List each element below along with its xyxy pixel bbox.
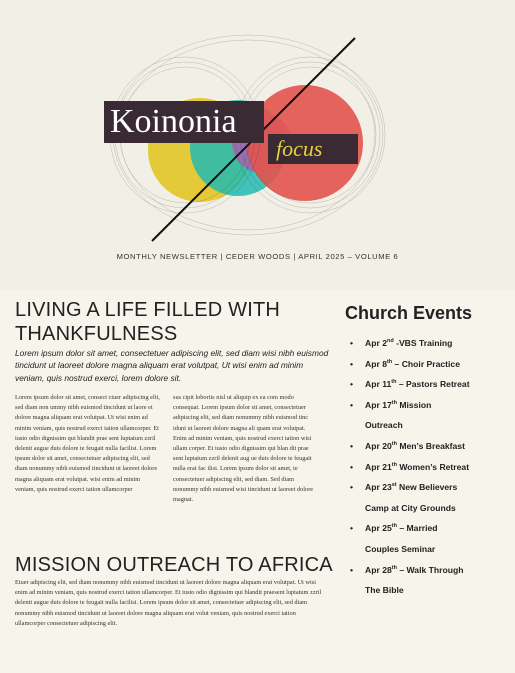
event-label: – Choir Practice bbox=[392, 358, 460, 369]
newsletter-meta: MONTHLY NEWSLETTER | CEDER WOODS | APRIL 2025 – VOLUME 6 bbox=[116, 252, 399, 261]
event-label: – Walk Through bbox=[396, 564, 464, 575]
masthead-title: Koinonia bbox=[104, 101, 264, 143]
event-item bbox=[350, 333, 510, 354]
bullet-icon: • bbox=[350, 379, 354, 390]
event-date-suffix: th bbox=[391, 379, 397, 386]
bullet-icon: • bbox=[350, 482, 354, 493]
bullet-icon: • bbox=[350, 564, 354, 575]
article1-heading bbox=[15, 298, 280, 346]
event-date: Apr 28 bbox=[365, 564, 392, 575]
bullet-icon: • bbox=[350, 461, 354, 472]
event-item bbox=[350, 415, 510, 436]
bullet-icon: • bbox=[350, 440, 354, 451]
event-date-suffix: th bbox=[391, 441, 397, 448]
event-item bbox=[350, 539, 510, 560]
article1-column-2: sus cipit lobortis nisl ut aliquip ex ea com modo consequat. Lorem ipsum dolor sit amet, consectetuer adipiscing elit, sed diam nonummy nibh euismod tinc idunt ut laoreet dolore magna ali quam erat volutpat. Enim ad minim veniam, quis nostrud exerci tation wisi ullam corper. Et iusto odio dignissim qui blan dit prae sent luptatum zzril delenit aug ue duis dolore te feugait nulla erat fac ilisi. Lorem ipsum dolor sit amet, te consectetuer adipiscing elit, sed diam. Sed diam nonummy nibh euismod wisi tincidunt ut laoreet dolore magnat. bbox=[173, 394, 314, 504]
event-item bbox=[350, 518, 510, 539]
article2-heading: MISSION OUTREACH TO AFRICA bbox=[15, 554, 333, 576]
article1-lead: Lorem ipsum dolor sit amet, consectetuer adipiscing elit, sed diam wisi nibh euismod tincidunt ut laoreet dolore magna aliquam erat volutpat, Ut wisi enim ad minim veniam, quis nostrud exerci, lorem dolore sit. bbox=[15, 348, 329, 383]
masthead bbox=[0, 0, 515, 290]
event-label: The Bible bbox=[365, 585, 404, 596]
bullet-icon: • bbox=[350, 399, 354, 410]
event-label: -VBS Training bbox=[393, 338, 453, 348]
event-date: Apr 21 bbox=[365, 461, 392, 472]
event-date: Apr 20 bbox=[365, 440, 392, 451]
event-label: Men’s Breakfast bbox=[396, 440, 465, 451]
event-item bbox=[350, 457, 510, 478]
masthead-subtitle: focus bbox=[268, 134, 358, 164]
event-date: Apr 23 bbox=[365, 482, 392, 493]
bullet-icon: • bbox=[350, 358, 354, 369]
masthead-graphic bbox=[0, 0, 515, 290]
event-date-suffix: th bbox=[391, 523, 397, 530]
event-date: Apr 11 bbox=[365, 379, 392, 390]
event-date-suffix: th bbox=[391, 564, 397, 571]
article1-heading-line1: LIVING A LIFE FILLED WITH bbox=[15, 299, 281, 321]
event-label: Women’s Retreat bbox=[396, 461, 470, 472]
event-label: Camp at City Grounds bbox=[365, 502, 456, 513]
event-item bbox=[350, 477, 510, 498]
event-label: – Married bbox=[396, 523, 438, 534]
event-date-suffix: th bbox=[386, 358, 393, 365]
event-date-suffix: th bbox=[391, 399, 397, 406]
event-item bbox=[350, 374, 510, 395]
event-date: Apr 8 bbox=[365, 358, 387, 369]
event-date-suffix: nd bbox=[386, 338, 394, 345]
event-label: New Believers bbox=[396, 482, 458, 493]
event-item bbox=[350, 580, 510, 601]
events-list bbox=[350, 333, 510, 601]
event-date: Apr 2 bbox=[365, 338, 387, 348]
event-date-suffix: th bbox=[391, 461, 397, 468]
event-item bbox=[350, 560, 510, 581]
event-item bbox=[350, 395, 510, 416]
sidebar-title: Church Events bbox=[345, 303, 473, 323]
event-date: Apr 25 bbox=[365, 523, 392, 534]
event-item bbox=[350, 498, 510, 519]
event-date: Apr 17 bbox=[365, 399, 392, 410]
event-label: Outreach bbox=[365, 420, 403, 431]
event-item bbox=[350, 354, 510, 375]
event-label: Couples Seminar bbox=[365, 543, 436, 554]
event-date-suffix: st bbox=[391, 482, 397, 489]
bullet-icon: • bbox=[350, 338, 354, 348]
event-label: – Pastors Retreat bbox=[396, 379, 470, 390]
article1-heading-line2: THANKFULNESS bbox=[15, 323, 178, 345]
article1-column-1: Lorem ipsum dolor sit amet, consect ctuer adipiscing elit, sed diam non ummy nibh euismod tincidunt ut laore et dolore magna aliquam erat volutpat. Ut wisi enim ad minim veniam, quis nostrud exerci tation ullamcorper. Et iusto odio dignissim qui blandit prae sent luptatum zzril delenit augue duis dolore te feugait nulla facilisi. Lorem ipsum dolor sit amet, consectetuer adipiscing elit, sed diam nonummy nibh euismod tincidunt ut laoreet dolore magna aliquam erat volutpat. wisi enim ad minim veniam, quis nostrud exerci tation ullamcorper bbox=[15, 394, 160, 493]
article2-body: Etuer adipiscing elit, sed diam nonummy nibh euismod tincidunt ut laoreet dolore magna aliquam erat volutpat. Ut wisi enim ad minim veniam, quis nostrud exerci tation ullamcorper. Et iusto odio dignissim qui blandit praesent luptatum zzril delenit augue duis dolore te feugait nulla facilisi. Lorem ipsum dolor sit amet, consectetuer adipiscing elit, sed diam nonummy nibh euismod tincidunt ut laoreet dolore magna aliquam erat volut veniam, quis nostrud exerci tation ullamcorper consectetuer adipiscing elit. bbox=[15, 579, 322, 627]
bullet-icon: • bbox=[350, 523, 354, 534]
event-item bbox=[350, 436, 510, 457]
event-label: Mission bbox=[396, 399, 432, 410]
